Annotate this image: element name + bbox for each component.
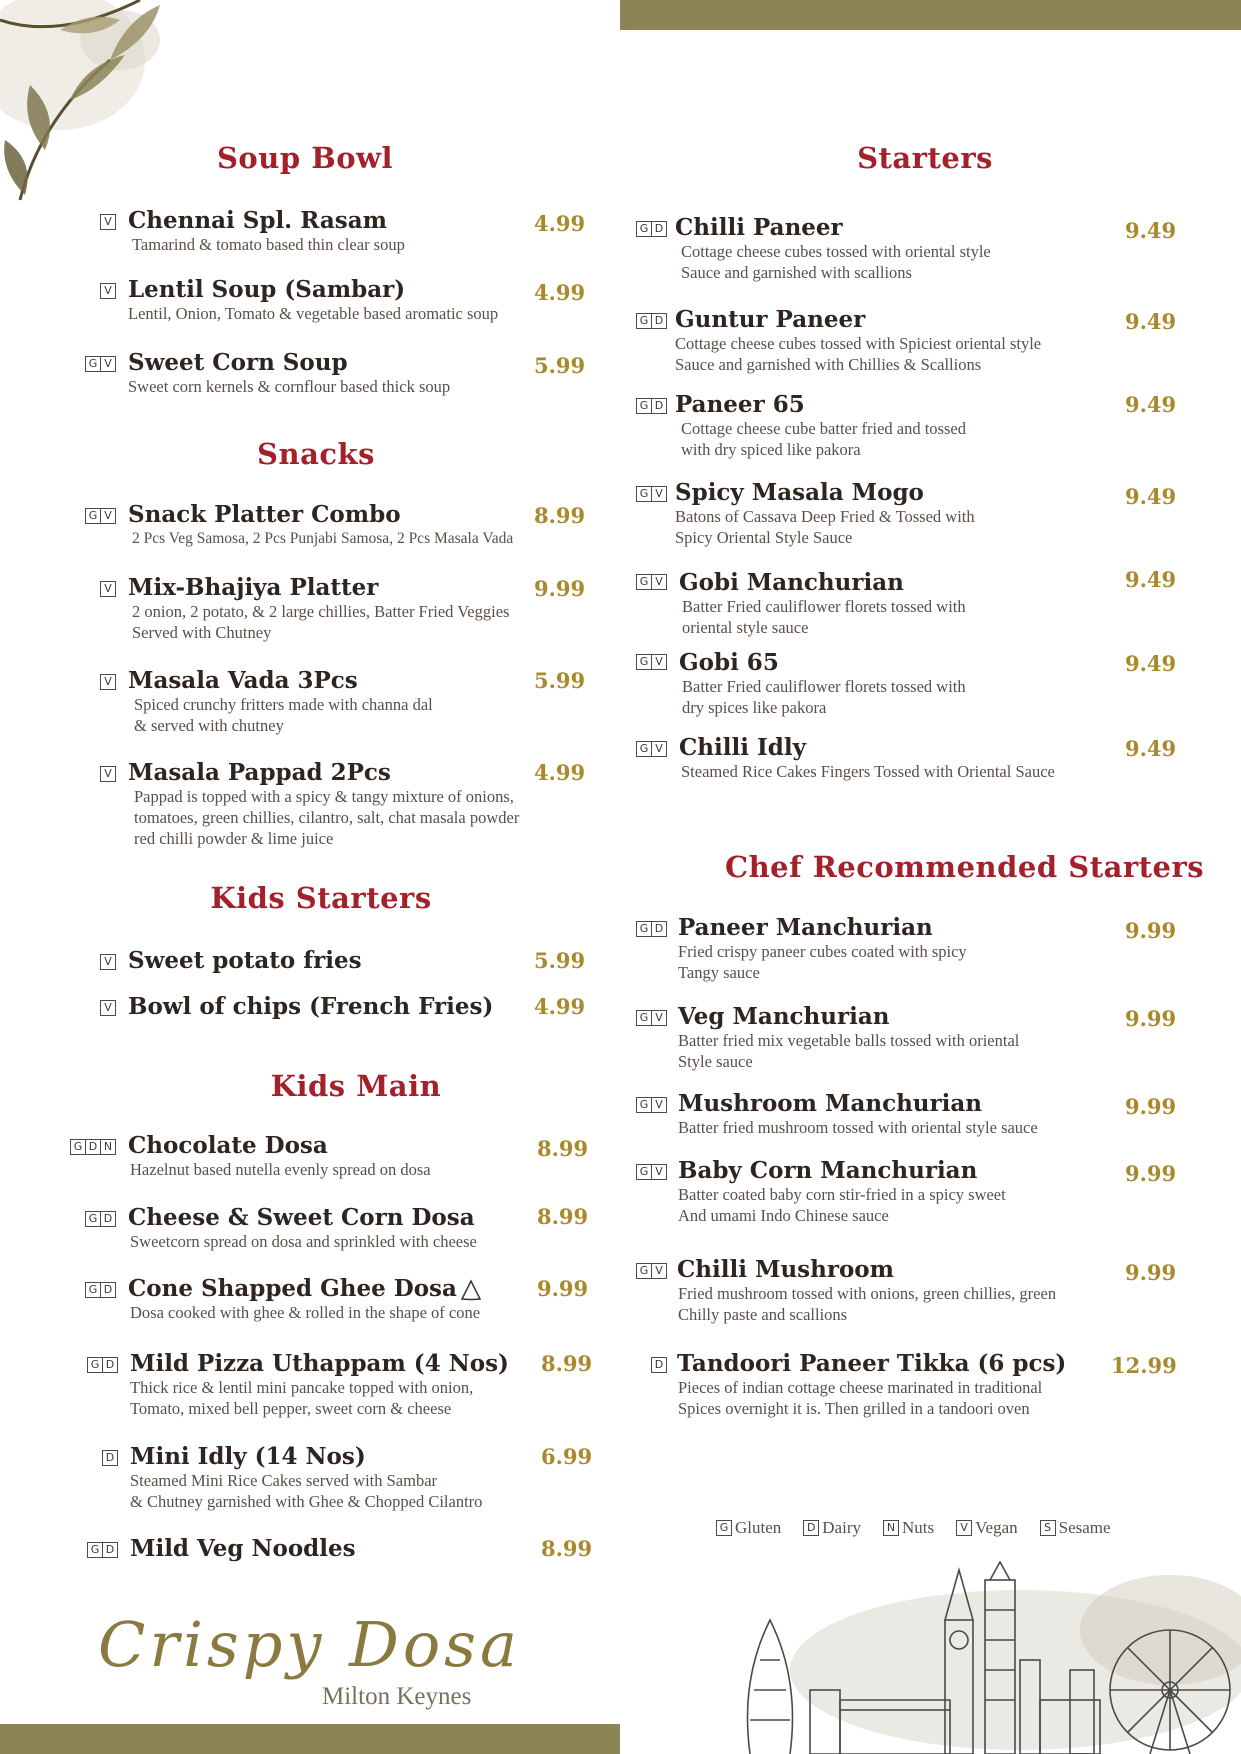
item-description: Steamed Rice Cakes Fingers Tossed with Oriental Sauce	[681, 762, 1055, 781]
allergen-tags	[101, 954, 116, 970]
allergen-tags	[637, 313, 667, 329]
menu-item	[105, 1442, 483, 1512]
item-name: Mild Veg Noodles	[130, 1535, 356, 1562]
allergen-tag: D	[651, 313, 667, 329]
menu-item	[104, 992, 494, 1022]
legend-item-vegan	[956, 1518, 1017, 1538]
legend-label: Nuts	[902, 1518, 935, 1537]
allergen-tag: V	[100, 283, 116, 299]
legend-label: Sesame	[1058, 1518, 1111, 1537]
item-name: Chennai Spl. Rasam	[128, 207, 387, 234]
item-price: 9.49	[1125, 567, 1177, 592]
cone-icon	[459, 1278, 483, 1302]
allergen-tag: G	[636, 741, 652, 757]
allergen-tags	[103, 1450, 118, 1466]
allergen-tags	[637, 921, 667, 937]
menu-item	[639, 1156, 1006, 1226]
allergen-tag: G	[636, 921, 652, 937]
item-name: Snack Platter Combo	[128, 501, 401, 528]
allergen-tags	[637, 1164, 667, 1180]
item-price: 5.99	[534, 353, 586, 378]
item-price: 5.99	[534, 668, 586, 693]
allergen-tag: V	[651, 1164, 667, 1180]
item-description: Batter fried mushroom tossed with oriental style sauce	[678, 1118, 1038, 1137]
item-name: Guntur Paneer	[675, 306, 866, 333]
item-price: 9.99	[1125, 1006, 1177, 1031]
item-name: Gobi Manchurian	[679, 569, 904, 596]
item-price: 9.49	[1125, 484, 1177, 509]
allergen-tag: D	[100, 1211, 116, 1227]
item-description: Batons of Cassava Deep Fried & Tossed with Spicy Oriental Style Sauce	[675, 507, 975, 547]
allergen-tag: G	[85, 1211, 101, 1227]
allergen-tags	[101, 214, 116, 230]
allergen-tag: G	[87, 1357, 103, 1373]
allergen-tag: V	[100, 674, 116, 690]
item-price: 4.99	[534, 211, 586, 236]
allergen-tags	[637, 654, 667, 670]
allergen-tags	[101, 581, 116, 597]
item-price: 9.99	[537, 1276, 589, 1301]
item-description: Pappad is topped with a spicy & tangy mixture of onions, tomatoes, green chillies, cilantro, salt, chat masala powder red chilli powder & lime juice	[134, 787, 520, 848]
item-name-row	[128, 1274, 483, 1304]
allergen-tag: G	[70, 1139, 86, 1155]
item-description: Pieces of indian cottage cheese marinated in traditional Spices overnight it is. Then grilled in a tandoori oven	[678, 1378, 1043, 1418]
item-price: 4.99	[534, 760, 586, 785]
bottom-accent-bar	[0, 1724, 620, 1754]
item-description: Cottage cheese cubes tossed with Spiciest oriental style Sauce and garnished with Chillies & Scallions	[675, 334, 1042, 374]
allergen-tag: G	[636, 398, 652, 414]
allergen-tags	[101, 283, 116, 299]
item-description: Dosa cooked with ghee & rolled in the shape of cone	[130, 1303, 481, 1322]
section-title-chef-recommended: Chef Recommended Starters	[725, 850, 1205, 884]
brand-logo: Crispy Dosa	[98, 1608, 521, 1681]
item-name: Paneer 65	[675, 391, 805, 418]
section-title-kids-main: Kids Main	[270, 1069, 442, 1103]
menu-item	[104, 275, 499, 324]
allergen-tag: G	[85, 356, 101, 372]
london-skyline-icon	[690, 1560, 1241, 1754]
allergen-tag: G	[636, 486, 652, 502]
item-price: 8.99	[537, 1136, 589, 1161]
item-description: Lentil, Onion, Tomato & vegetable based aromatic soup	[128, 304, 499, 323]
legend-item-dairy	[803, 1518, 861, 1538]
section-title-snacks: Snacks	[257, 437, 375, 471]
item-description: Steamed Mini Rice Cakes served with Sambar & Chutney garnished with Ghee & Chopped Cilantro	[130, 1471, 483, 1511]
legend-item-gluten	[716, 1518, 781, 1538]
allergen-tag: D	[102, 1357, 118, 1373]
allergen-tag: G	[636, 1010, 652, 1026]
item-description: 2 onion, 2 potato, & 2 large chillies, Batter Fried Veggies Served with Chutney	[132, 602, 510, 642]
allergen-tag: V	[651, 574, 667, 590]
item-price: 8.99	[537, 1204, 589, 1229]
item-name: Mild Pizza Uthappam (4 Nos)	[130, 1350, 509, 1377]
item-price: 9.99	[534, 576, 586, 601]
allergen-tag: V	[651, 654, 667, 670]
legend-code: V	[956, 1520, 972, 1536]
allergen-tags	[71, 1139, 116, 1155]
allergen-legend	[716, 1518, 1111, 1538]
item-description: Batter Fried cauliflower florets tossed with dry spices like pakora	[682, 677, 966, 717]
allergen-tag: G	[636, 574, 652, 590]
item-name: Paneer Manchurian	[678, 914, 933, 941]
section-title-kids-starters: Kids Starters	[210, 881, 432, 915]
item-price: 8.99	[534, 503, 586, 528]
allergen-tag: V	[651, 486, 667, 502]
item-name: Veg Manchurian	[678, 1003, 890, 1030]
item-description: Cottage cheese cubes tossed with oriental style Sauce and garnished with scallions	[681, 242, 991, 282]
allergen-tag: V	[651, 1263, 667, 1279]
allergen-tags	[86, 356, 116, 372]
allergen-tag: D	[85, 1139, 101, 1155]
item-price: 9.99	[1125, 1260, 1177, 1285]
allergen-tag: G	[636, 1164, 652, 1180]
item-description: Batter Fried cauliflower florets tossed with oriental style sauce	[682, 597, 966, 637]
menu-item	[104, 666, 433, 736]
allergen-tag: D	[651, 221, 667, 237]
item-name: Baby Corn Manchurian	[678, 1157, 978, 1184]
item-name: Mini Idly (14 Nos)	[130, 1443, 366, 1470]
legend-item-sesame	[1040, 1518, 1111, 1538]
allergen-tag: V	[651, 1010, 667, 1026]
item-price: 8.99	[541, 1536, 593, 1561]
allergen-tag: V	[100, 1000, 116, 1016]
allergen-tag: D	[100, 1282, 116, 1298]
allergen-tags	[101, 766, 116, 782]
allergen-tag: D	[651, 1357, 667, 1373]
legend-label: Vegan	[975, 1518, 1018, 1537]
legend-label: Gluten	[735, 1518, 782, 1537]
item-description: Batter coated baby corn stir-fried in a spicy sweet And umami Indo Chinese sauce	[678, 1185, 1006, 1225]
menu-item	[639, 568, 966, 638]
menu-item	[654, 1349, 1067, 1419]
item-name: Mix-Bhajiya Platter	[128, 574, 379, 601]
menu-item	[639, 305, 1042, 375]
allergen-tags	[88, 1542, 118, 1558]
item-description: Fried mushroom tossed with onions, green chillies, green Chilly paste and scallions	[678, 1284, 1057, 1324]
menu-item	[639, 478, 975, 548]
legend-code: D	[803, 1520, 819, 1536]
item-description: 2 Pcs Veg Samosa, 2 Pcs Punjabi Samosa, 2 Pcs Masala Vada	[132, 530, 514, 547]
item-name: Chocolate Dosa	[128, 1132, 328, 1159]
menu-item	[90, 1534, 356, 1564]
menu-item	[73, 1131, 431, 1180]
menu-item	[88, 348, 451, 397]
item-name: Cone Shapped Ghee Dosa	[128, 1275, 457, 1302]
item-name: Lentil Soup (Sambar)	[128, 276, 406, 303]
item-name: Gobi 65	[679, 649, 779, 676]
allergen-tag: G	[85, 1282, 101, 1298]
item-description: Sweetcorn spread on dosa and sprinkled with cheese	[130, 1232, 477, 1251]
menu-item	[639, 213, 991, 283]
item-price: 9.99	[1125, 1161, 1177, 1186]
allergen-tag: G	[636, 313, 652, 329]
item-description: Batter fried mix vegetable balls tossed with oriental Style sauce	[678, 1031, 1020, 1071]
allergen-tags	[637, 1010, 667, 1026]
allergen-tags	[637, 1097, 667, 1113]
allergen-tags	[637, 221, 667, 237]
allergen-tag: G	[87, 1542, 103, 1558]
menu-item	[639, 1089, 1038, 1138]
item-name: Masala Pappad 2Pcs	[128, 759, 391, 786]
allergen-tags	[637, 398, 667, 414]
allergen-tag: D	[102, 1450, 118, 1466]
allergen-tags	[637, 486, 667, 502]
allergen-tag: G	[636, 221, 652, 237]
allergen-tag: V	[100, 766, 116, 782]
allergen-tags	[86, 1211, 116, 1227]
legend-code: G	[716, 1520, 732, 1536]
item-name: Spicy Masala Mogo	[675, 479, 924, 506]
leaf-watercolor-icon	[0, 0, 170, 210]
item-price: 9.49	[1125, 309, 1177, 334]
allergen-tags	[637, 741, 667, 757]
item-price: 9.49	[1125, 651, 1177, 676]
allergen-tag: V	[651, 741, 667, 757]
item-description: Fried crispy paneer cubes coated with spicy Tangy sauce	[678, 942, 967, 982]
item-name: Chilli Idly	[679, 734, 806, 761]
item-price: 9.49	[1125, 218, 1177, 243]
item-price: 9.49	[1125, 736, 1177, 761]
item-name: Sweet Corn Soup	[128, 349, 348, 376]
item-price: 4.99	[534, 994, 586, 1019]
menu-item	[639, 648, 966, 718]
menu-item	[639, 390, 966, 460]
item-description: Sweet corn kernels & cornflour based thick soup	[128, 377, 451, 396]
item-name: Mushroom Manchurian	[678, 1090, 983, 1117]
item-description: Thick rice & lentil mini pancake topped with onion, Tomato, mixed bell pepper, sweet corn & cheese	[130, 1378, 474, 1418]
allergen-tags	[88, 1357, 118, 1373]
allergen-tag: G	[636, 1097, 652, 1113]
allergen-tag: D	[102, 1542, 118, 1558]
section-title-soup-bowl: Soup Bowl	[216, 141, 394, 175]
item-price: 12.99	[1111, 1353, 1177, 1378]
allergen-tag: D	[651, 398, 667, 414]
item-description: Cottage cheese cube batter fried and tossed with dry spiced like pakora	[681, 419, 966, 459]
item-price: 8.99	[541, 1351, 593, 1376]
item-name: Bowl of chips (French Fries)	[128, 993, 494, 1020]
item-price: 4.99	[534, 280, 586, 305]
section-title-starters: Starters	[857, 141, 993, 175]
legend-item-nuts	[883, 1518, 934, 1538]
legend-code: S	[1040, 1520, 1056, 1536]
item-description: Spiced crunchy fritters made with channa dal & served with chutney	[134, 695, 433, 735]
allergen-tag: D	[651, 921, 667, 937]
item-price: 9.99	[1125, 1094, 1177, 1119]
menu-item	[104, 573, 510, 643]
menu-item	[639, 1255, 1057, 1325]
item-price: 5.99	[534, 948, 586, 973]
item-price: 9.99	[1125, 918, 1177, 943]
allergen-tag: G	[636, 654, 652, 670]
menu-item	[104, 206, 405, 255]
menu-item	[104, 946, 362, 976]
item-name: Tandoori Paneer Tikka (6 pcs)	[677, 1350, 1067, 1377]
allergen-tag: V	[651, 1097, 667, 1113]
legend-code: N	[883, 1520, 899, 1536]
item-description: Tamarind & tomato based thin clear soup	[132, 235, 405, 254]
menu-item	[639, 733, 1055, 782]
allergen-tags	[637, 574, 667, 590]
allergen-tag: N	[100, 1139, 116, 1155]
item-name: Chilli Mushroom	[677, 1256, 894, 1283]
allergen-tags	[637, 1263, 667, 1279]
allergen-tags	[86, 1282, 116, 1298]
allergen-tag: G	[85, 508, 101, 524]
allergen-tags	[101, 1000, 116, 1016]
item-price: 6.99	[541, 1444, 593, 1469]
allergen-tag: V	[100, 954, 116, 970]
menu-item	[639, 913, 967, 983]
top-accent-bar	[620, 0, 1241, 30]
allergen-tags	[101, 674, 116, 690]
legend-label: Dairy	[822, 1518, 861, 1537]
item-name: Chilli Paneer	[675, 214, 843, 241]
item-description: Hazelnut based nutella evenly spread on dosa	[130, 1160, 431, 1179]
menu-item	[90, 1349, 509, 1419]
allergen-tag: V	[100, 356, 116, 372]
item-name: Cheese & Sweet Corn Dosa	[128, 1204, 475, 1231]
allergen-tag: V	[100, 508, 116, 524]
allergen-tags	[652, 1357, 667, 1373]
allergen-tag: G	[636, 1263, 652, 1279]
brand-location: Milton Keynes	[322, 1683, 472, 1710]
menu-item	[639, 1002, 1020, 1072]
menu-item	[104, 758, 520, 849]
allergen-tags	[86, 508, 116, 524]
item-price: 9.49	[1125, 392, 1177, 417]
item-name: Sweet potato fries	[128, 947, 362, 974]
menu-item	[88, 500, 514, 549]
allergen-tag: V	[100, 581, 116, 597]
menu-item	[88, 1203, 477, 1252]
menu-item	[88, 1274, 483, 1323]
allergen-tag: V	[100, 214, 116, 230]
item-name: Masala Vada 3Pcs	[128, 667, 358, 694]
